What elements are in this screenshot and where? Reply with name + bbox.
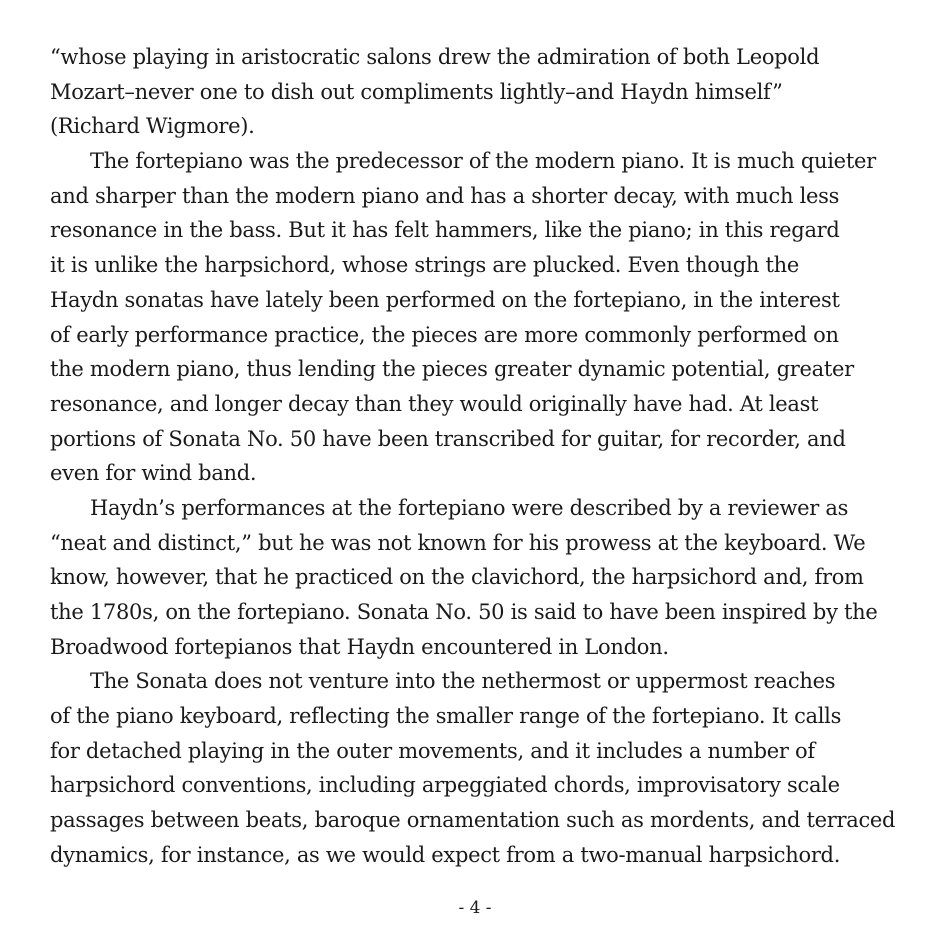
text-line: Haydn’s performances at the fortepiano were described by a reviewer as — [90, 495, 849, 520]
text-line: of early performance practice, the pieces are more commonly performed on — [50, 322, 839, 347]
text-line: it is unlike the harpsichord, whose strings are plucked. Even though the — [50, 253, 800, 278]
text-line: the 1780s, on the fortepiano. Sonata No. 50 is said to have been inspired by the — [50, 600, 878, 624]
text-line: for detached playing in the outer movements, and it includes a number of — [50, 738, 815, 763]
text-line: Mozart–never one to dish out compliments lightly–and Haydn himself” — [50, 79, 783, 104]
text-line: “neat and distinct,” but he was not known for his prowess at the keyboard. We — [50, 530, 866, 555]
text-line: and sharper than the modern piano and has a shorter decay, with much less — [50, 183, 840, 208]
page-body — [50, 40, 900, 873]
paragraph-4 — [50, 664, 900, 872]
paragraph-3 — [50, 491, 900, 664]
text-line: passages between beats, baroque ornamentation such as mordents, and terraced — [50, 808, 896, 833]
text-line: know, however, that he practiced on the clavichord, the harpsichord and, from — [50, 565, 864, 590]
paragraph-1 — [50, 40, 900, 144]
text-line: Broadwood fortepianos that Haydn encountered in London. — [50, 634, 669, 659]
text-line: The Sonata does not venture into the nethermost or uppermost reaches — [90, 669, 836, 694]
text-line: of the piano keyboard, reflecting the smaller range of the fortepiano. It calls — [50, 704, 842, 729]
text-line: portions of Sonata No. 50 have been transcribed for guitar, for recorder, and — [50, 426, 846, 451]
text-line: the modern piano, thus lending the pieces greater dynamic potential, greater — [50, 357, 854, 382]
text-line: resonance in the bass. But it has felt hammers, like the piano; in this regard — [50, 218, 840, 243]
text-line: “whose playing in aristocratic salons drew the admiration of both Leopold — [50, 45, 820, 69]
text-line: The fortepiano was the predecessor of the modern piano. It is much quieter — [90, 149, 876, 174]
text-line: harpsichord conventions, including arpeggiated chords, improvisatory scale — [50, 773, 840, 798]
text-line: even for wind band. — [50, 461, 257, 486]
text-line: (Richard Wigmore). — [50, 114, 255, 139]
text-line: Haydn sonatas have lately been performed on the fortepiano, in the interest — [50, 287, 840, 312]
text-line: dynamics, for instance, as we would expect from a two-manual harpsichord. — [50, 842, 841, 867]
page-number: - 4 - — [458, 898, 492, 918]
paragraph-2 — [50, 144, 900, 491]
text-line: resonance, and longer decay than they would originally have had. At least — [50, 391, 819, 416]
